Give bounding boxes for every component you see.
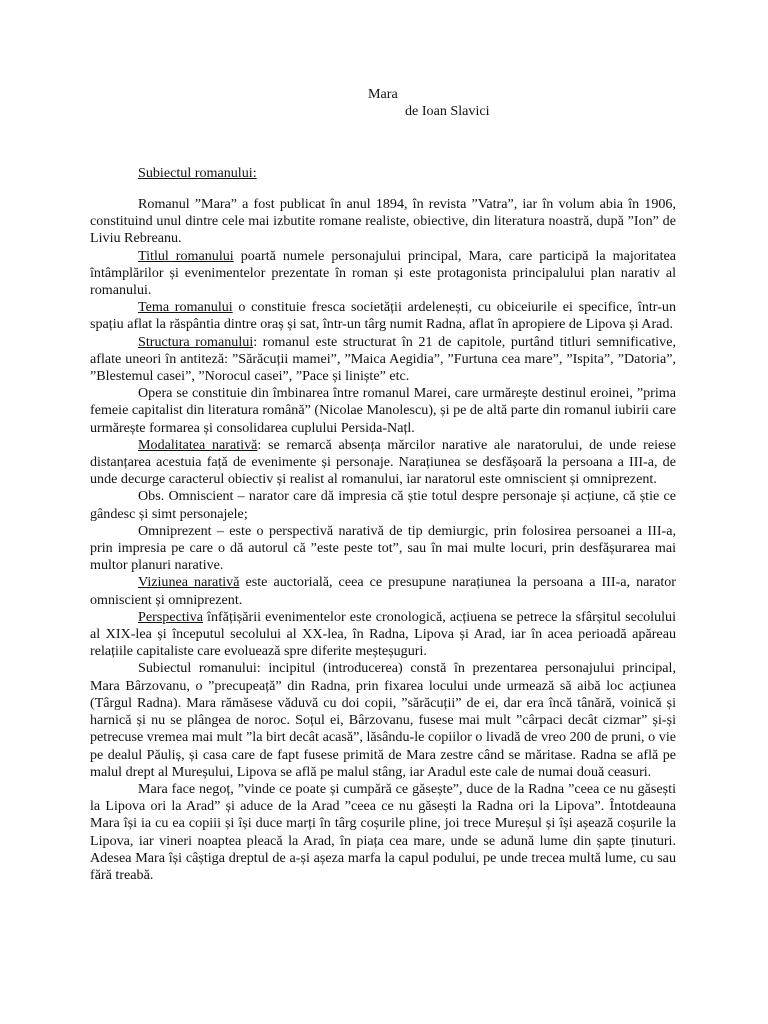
paragraph-text: poartă numele personajului principal, Mara, care participă la majoritatea întâmplărilor și evenimentelor prezentate în roman și este protagonista principalului plan narativ al romanului. — [90, 247, 676, 299]
paragraph-text: Obs. Omniscient – narator care dă impresia că știe totul despre personaje și acțiune, că știe ce gândesc și simt personajele; — [90, 488, 676, 522]
paragraph-lead: Perspectiva — [138, 608, 203, 625]
body-text — [90, 196, 676, 884]
paragraph-text: Opera se constituie din îmbinarea între romanul Marei, care urmărește destinul eroinei, ”prima femeie capitalist din literatura română” (Nicolae Manolescu), și pe de altă parte din romanul iubirii care urmărește formarea și consolidarea cuplului Persida-Națl. — [90, 385, 676, 436]
paragraph-omniscient — [90, 488, 676, 522]
paragraph-lead: Titlul romanului — [138, 247, 234, 264]
paragraph-composition — [90, 385, 676, 437]
paragraph-lead: Viziunea narativă — [138, 574, 240, 591]
paragraph-lead: Structura romanului — [138, 333, 254, 350]
paragraph-narrative-vision — [90, 574, 676, 608]
paragraph-text: este auctorială, ceea ce presupune narațiunea la persoana a III-a, narator omniscient și omniprezent. — [90, 574, 676, 608]
paragraph-text: : se remarcă absența mărcilor narative ale naratorului, de unde reiese distanțarea acestuia față de evenimente și personaje. Narațiunea se desfășoară la persoana a III-a, de unde decurge caracterul obiectiv și realist al romanului, iar naratorul este omniscient și omniprezent. — [90, 436, 676, 488]
paragraph-text: înfățișării evenimentelor este cronologică, acțiuena se petrece la sfârșitul secolului al XIX-lea și începutul secolului al XX-lea, în Radna, Lipova și Arad, iar în acea perioadă apăreau relațiile capitaliste care evoluează spre diferite meșteșuguri. — [90, 608, 676, 660]
paragraph-text: Omniprezent – este o perspectivă narativă de tip demiurgic, prin folosirea persoanei a III-a, prin impresia pe care o dă autorul că ”este peste tot”, sau în mai multe locuri, prin desfășurarea mai multor planuri narative. — [90, 522, 676, 574]
paragraph-trade — [90, 781, 676, 884]
paragraph-subject — [90, 660, 676, 780]
paragraph-text: o constituie fresca societății ardelenești, cu obiceiurile ei specifice, într-un spațiu aflat la răspântia dintre oraș și sat, într-un târg numit Radna, aflat în apropiere de Lipova și Arad. — [90, 299, 676, 333]
paragraph-structure — [90, 334, 676, 386]
paragraph-perspective — [90, 609, 676, 661]
section-heading: Subiectul romanului: — [138, 165, 257, 181]
paragraph-text: Mara face negoț, ”vinde ce poate și cumpără ce găsește”, duce de la Radna ”ceea ce nu găsești la Lipova ori la Arad” și aduce de la Arad ”ceea ce nu găsești la Radna ori la Lipova”. Întotdeauna Mara își ia cu ea copiii și își duce marți în târg coșurile pline, joi trece Mureșul și își așează coșurile la Lipova, iar vineri noaptea pleacă la Arad, în piața cea mare, unde se adună lume din șapte ținuturi. Adesea Mara își câștiga dreptul de a-și așeza marfa la capul podului, pe unde trecea multă lume, cu sau fără treabă. — [90, 780, 676, 883]
paragraph-omnipresent — [90, 523, 676, 575]
paragraph-publication — [90, 196, 676, 248]
paragraph-text: : romanul este structurat în 21 de capitole, purtând titluri semnificative, aflate uneori în antiteză: ”Sărăcuții mamei”, ”Maica Aegidia”, ”Furtuna cea mare”, ”Ispita”, ”Datoria”, ”Blestemul casei”, ”Norocul casei”, ”Pace și liniște” etc. — [90, 333, 676, 385]
paragraph-text: Romanul ”Mara” a fost publicat în anul 1894, în revista ”Vatra”, iar în volum abia în 1906, constituind unul dintre cele mai izbutite romane realiste, obiective, din literatura noastră, după ”Ion” de Liviu Rebreanu. — [90, 196, 676, 247]
paragraph-theme — [90, 299, 676, 333]
document-title: Mara — [368, 86, 398, 102]
paragraph-narrative-mode — [90, 437, 676, 489]
paragraph-title — [90, 248, 676, 300]
paragraph-lead: Modalitatea narativă — [138, 436, 258, 453]
paragraph-text: Subiectul romanului: incipitul (introducerea) constă în prezentarea personajului principal, Mara Bârzovanu, o ”precupeață” din Radna, prin fixarea locului unde urmează să aibă loc acțiunea (Târgul Radna). Mara rămăsese văduvă cu doi copii, ”sărăcuții” de ei, dar era încă tânără, voinică și harnică și nu se plângea de noroc. Soțul ei, Bârzovanu, fusese mai mult ”cârpaci decât cizmar” și-și petrecuse vremea mai mult ”la birt decât acasă”, lăsându-le copiilor o livadă de vreo 200 de pruni, o vie pe dealul Păuliș, și casa care de fapt fusese primită de Mara zestre când se măritase. Radna se află pe malul drept al Mureșului, Lipova se află pe malul stâng, iar Aradul este cale de numai două ceasuri. — [90, 660, 676, 780]
paragraph-lead: Tema romanului — [138, 299, 233, 316]
document-author: de Ioan Slavici — [405, 103, 490, 119]
